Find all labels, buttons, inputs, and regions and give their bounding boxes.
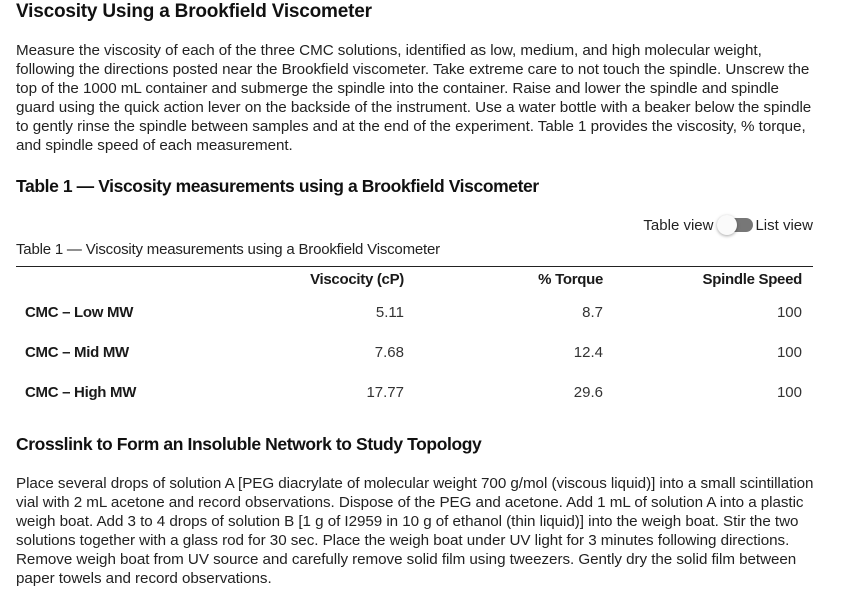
header-viscosity: Viscocity (cP) bbox=[310, 271, 404, 288]
list-view-label[interactable]: List view bbox=[755, 216, 813, 234]
viscosity-value: 7.68 bbox=[374, 344, 404, 361]
view-toggle bbox=[643, 215, 813, 235]
table-row bbox=[16, 333, 813, 373]
row-label: CMC – High MW bbox=[25, 384, 137, 401]
view-toggle-switch[interactable] bbox=[717, 215, 753, 235]
viscosity-value: 5.11 bbox=[375, 304, 404, 321]
row-label: CMC – Low MW bbox=[25, 304, 134, 321]
spindle-speed-value: 100 bbox=[776, 344, 802, 361]
crosslink-instructions: Place several drops of solution A [PEG diacrylate of molecular weight 700 g/mol (viscous liquid)] into a small scintillation vial with 2 mL acetone and record observations. Dispose of the PEG and acetone. Add 1 mL of solution A into a plastic weigh boat. Add 3 to 4 drops of solution B [1 g of I2959 in 10 g of ethanol (thin liquid)] into the weigh boat. Stir the two solutions together with a glass rod for 30 sec. Place the weigh boat under UV light for 3 minutes following directions. Remove weigh boat from UV source and carefully remove solid film using tweezers. Gently dry the solid film between paper towels and record observations. bbox=[16, 475, 814, 587]
toggle-thumb bbox=[717, 215, 737, 235]
table1-heading: Table 1 — Viscosity measurements using a Brookfield Viscometer bbox=[16, 176, 539, 196]
viscosity-table bbox=[16, 266, 813, 413]
table-row bbox=[16, 373, 813, 413]
header-spindle-speed: Spindle Speed bbox=[702, 271, 802, 288]
section-title-crosslink: Crosslink to Form an Insoluble Network to Study Topology bbox=[16, 434, 482, 454]
table1-caption: Table 1 — Viscosity measurements using a Brookfield Viscometer bbox=[16, 241, 440, 258]
torque-value: 8.7 bbox=[582, 304, 603, 321]
row-label: CMC – Mid MW bbox=[25, 344, 129, 361]
table-header-row bbox=[16, 267, 813, 293]
spindle-speed-value: 100 bbox=[776, 384, 802, 401]
table-row bbox=[16, 293, 813, 333]
torque-value: 29.6 bbox=[573, 384, 603, 401]
torque-value: 12.4 bbox=[573, 344, 603, 361]
viscosity-instructions: Measure the viscosity of each of the three CMC solutions, identified as low, medium, and high molecular weight, following the directions posted near the Brookfield viscometer. Take extreme care to not touch the spindle. Unscrew the top of the 1000 mL container and submerge the spindle into the container. Raise and lower the spindle and spindle guard using the quick action lever on the backside of the instrument. Use a water bottle with a beaker below the spindle to gently rinse the spindle between samples and at the end of the experiment. Table 1 provides the viscosity, % torque, and spindle speed of each measurement. bbox=[16, 42, 812, 154]
spindle-speed-value: 100 bbox=[776, 304, 802, 321]
header-torque: % Torque bbox=[538, 271, 603, 288]
table-view-label[interactable]: Table view bbox=[643, 216, 714, 234]
viscosity-value: 17.77 bbox=[366, 384, 404, 401]
section-title-viscosity: Viscosity Using a Brookfield Viscometer bbox=[16, 1, 372, 22]
